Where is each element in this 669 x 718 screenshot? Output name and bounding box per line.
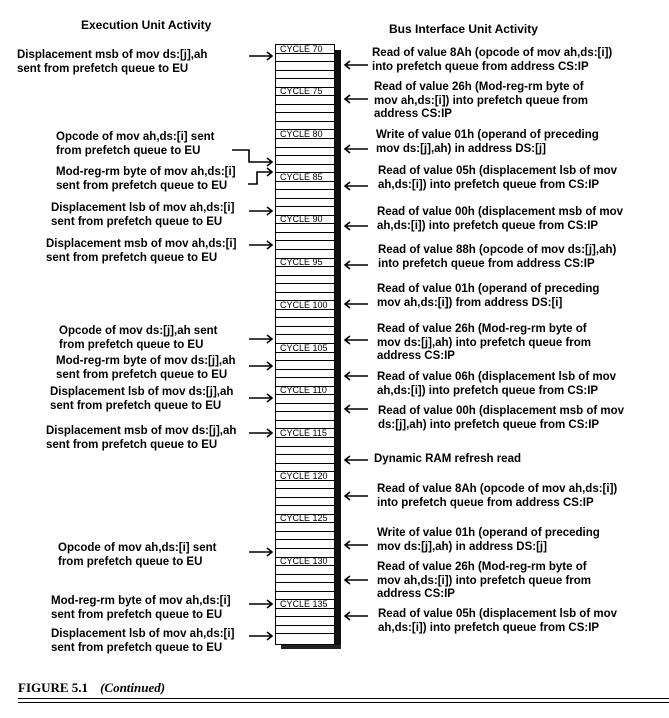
biu-event-line: Read of value 01h (operand of preceding xyxy=(377,283,600,295)
eu-event-line: sent from prefetch queue to EU xyxy=(46,251,218,264)
eu-arrow xyxy=(232,150,272,162)
biu-event-line: mov ds:[j],ah) in address DS:[j] xyxy=(377,540,547,553)
cycle-label: CYCLE 70 xyxy=(280,43,323,54)
eu-event-line: sent from prefetch queue to EU xyxy=(17,62,189,75)
biu-event-line: into prefetch queue from address CS:IP xyxy=(372,60,589,73)
eu-event-line: Displacement lsb of mov ah,ds:[i] xyxy=(51,202,235,214)
eu-event-line: Displacement msb of mov ds:[j],ah xyxy=(17,49,208,61)
cycle-label: CYCLE 125 xyxy=(280,513,328,524)
biu-event-line: into prefetch queue from address CS:IP xyxy=(377,496,594,509)
biu-event-line: address CS:IP xyxy=(377,588,455,600)
eu-event-line: sent from prefetch queue to EU xyxy=(46,438,218,451)
biu-event-line: mov ah,ds:[i]) from address DS:[i] xyxy=(377,296,563,309)
eu-event-line: Opcode of mov ds:[j],ah sent xyxy=(59,325,218,337)
cycle-label: CYCLE 85 xyxy=(280,171,323,182)
eu-event-line: Displacement lsb of mov ds:[j],ah xyxy=(50,386,234,398)
biu-event-line: ds:[j],ah) into prefetch queue from CS:IP xyxy=(378,418,600,431)
cycle-label: CYCLE 110 xyxy=(280,385,327,396)
eu-event-line: sent from prefetch queue to EU xyxy=(51,215,223,228)
biu-event-line: mov ah,ds:[i]) into prefetch queue from xyxy=(374,94,589,107)
biu-event-line: Read of value 8Ah (opcode of mov ah,ds:[i]) xyxy=(377,483,618,495)
eu-event-line: sent from prefetch queue to EU xyxy=(51,608,223,621)
cycle-label: CYCLE 105 xyxy=(280,342,328,353)
biu-event-line: ah,ds:[i]) into prefetch queue from CS:IP xyxy=(378,621,600,634)
biu-event-line: Dynamic RAM refresh read xyxy=(374,453,521,465)
eu-event-line: Displacement lsb of mov ah,ds:[i] xyxy=(51,628,235,640)
biu-event-line: ah,ds:[i]) into prefetch queue from CS:IP xyxy=(377,219,599,232)
figure-number: FIGURE 5.1 xyxy=(18,680,89,695)
biu-event-line: mov ds:[j],ah) in address DS:[j] xyxy=(376,142,546,155)
biu-event-line: Read of value 88h (opcode of mov ds:[j],ah) xyxy=(378,244,617,256)
cycle-label: CYCLE 90 xyxy=(280,214,323,225)
eu-event-line: from prefetch queue to EU xyxy=(58,555,203,568)
eu-event-line: sent from prefetch queue to EU xyxy=(51,641,223,654)
biu-event-line: Write of value 01h (operand of preceding xyxy=(377,527,600,539)
biu-event-line: address CS:IP xyxy=(377,350,455,362)
biu-event-line: Read of value 26h (Mod-reg-rm byte of xyxy=(377,323,587,335)
eu-event-line: Mod-reg-rm byte of mov ah,ds:[i] xyxy=(56,166,236,178)
biu-event-line: mov ds:[j],ah) into prefetch queue from xyxy=(377,336,592,349)
eu-header: Execution Unit Activity xyxy=(81,18,212,32)
eu-event-line: sent from prefetch queue to EU xyxy=(50,399,222,412)
caption-rule xyxy=(18,698,669,699)
biu-event-line: mov ah,ds:[i]) into prefetch queue from xyxy=(377,574,592,587)
cycle-label: CYCLE 130 xyxy=(280,556,328,567)
figure-note: (Continued) xyxy=(100,680,166,695)
biu-header: Bus Interface Unit Activity xyxy=(389,22,538,36)
biu-event-line: ah,ds:[i]) into prefetch queue from CS:IP xyxy=(377,384,599,397)
cycle-label: CYCLE 80 xyxy=(280,128,323,139)
biu-event-line: Read of value 26h (Mod-reg-rm byte of xyxy=(377,561,587,573)
eu-arrow xyxy=(248,172,272,184)
cycle-label: CYCLE 75 xyxy=(280,86,323,97)
eu-event-line: Opcode of mov ah,ds:[i] sent xyxy=(58,542,217,554)
figure-caption xyxy=(18,680,165,696)
biu-event-line: address CS:IP xyxy=(374,108,452,120)
cycle-label: CYCLE 100 xyxy=(280,299,328,310)
eu-event-line: Mod-reg-rm byte of mov ah,ds:[i] xyxy=(51,595,231,607)
biu-event-line: Read of value 26h (Mod-reg-rm byte of xyxy=(374,81,584,93)
eu-event-line: sent from prefetch queue to EU xyxy=(56,368,228,381)
eu-event-line: sent from prefetch queue to EU xyxy=(56,179,228,192)
cycle-label: CYCLE 95 xyxy=(280,257,323,268)
eu-event-line: from prefetch queue to EU xyxy=(59,338,204,351)
biu-event-line: into prefetch queue from address CS:IP xyxy=(378,257,595,270)
biu-event-line: Write of value 01h (operand of preceding xyxy=(376,129,599,141)
caption-rule xyxy=(18,702,669,703)
eu-event-line: Mod-reg-rm byte of mov ds:[j],ah xyxy=(56,355,236,367)
biu-event-line: Read of value 05h (displacement lsb of mov xyxy=(378,608,618,620)
biu-event-line: ah,ds:[i]) into prefetch queue from CS:IP xyxy=(378,178,600,191)
eu-event-line: from prefetch queue to EU xyxy=(56,144,201,157)
cycle-label: CYCLE 115 xyxy=(280,427,327,438)
biu-event-line: Read of value 06h (displacement lsb of mov xyxy=(377,371,617,383)
biu-event-line: Read of value 05h (displacement lsb of mov xyxy=(378,165,618,177)
biu-event-line: Read of value 00h (displacement msb of mov xyxy=(378,405,625,417)
eu-event-line: Opcode of mov ah,ds:[i] sent xyxy=(56,131,215,143)
biu-event-line: Read of value 8Ah (opcode of mov ah,ds:[i]) xyxy=(372,47,613,59)
eu-event-line: Displacement msb of mov ds:[j],ah xyxy=(46,425,237,437)
eu-event-line: Displacement msb of mov ah,ds:[i] xyxy=(46,238,237,250)
cycle-label: CYCLE 120 xyxy=(280,470,328,481)
cycle-label: CYCLE 135 xyxy=(280,598,328,609)
biu-event-line: Read of value 00h (displacement msb of mov xyxy=(377,206,624,218)
